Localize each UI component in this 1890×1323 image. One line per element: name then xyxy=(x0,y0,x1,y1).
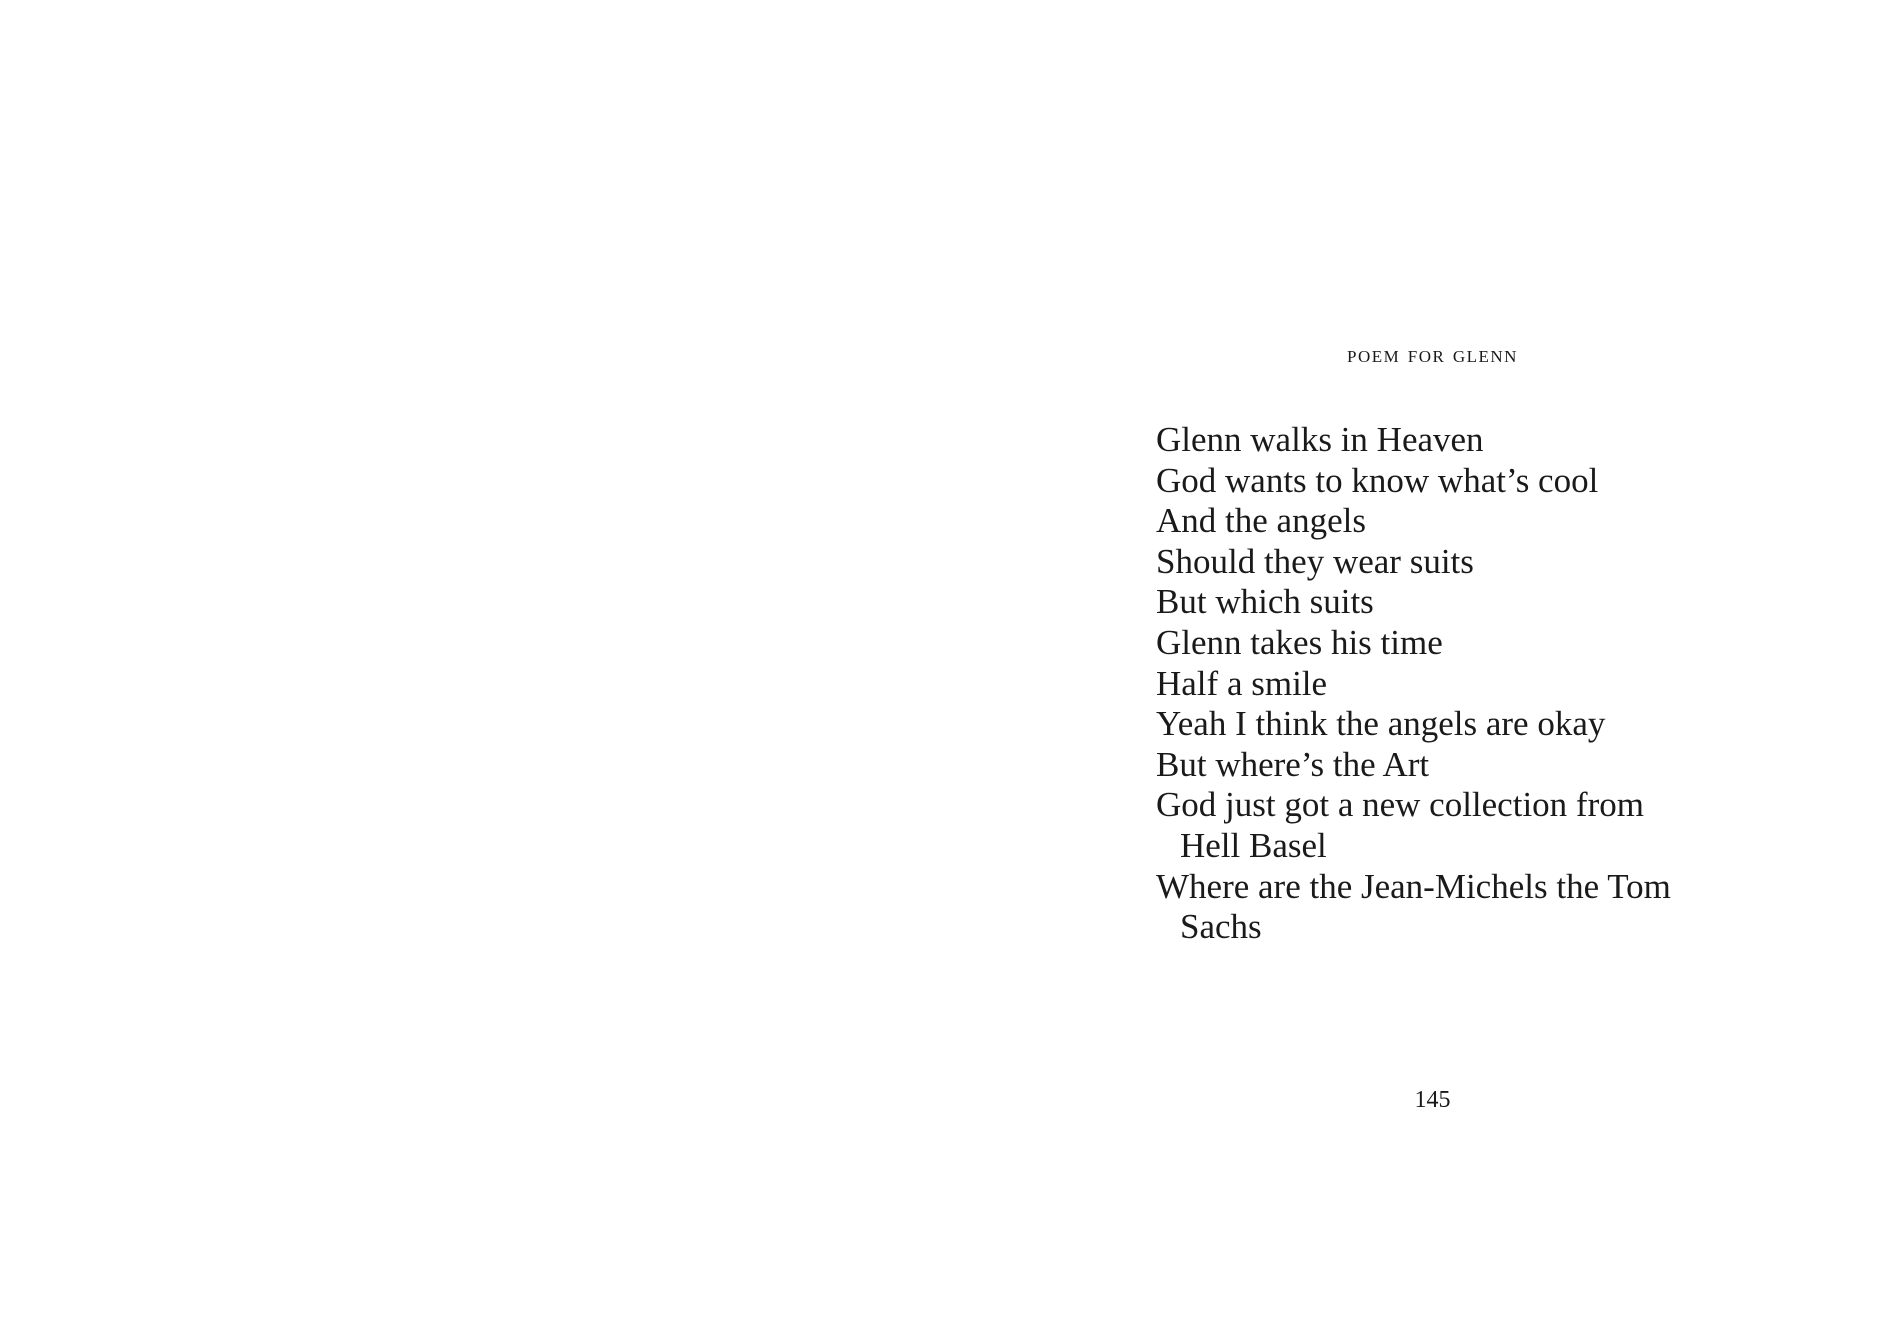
poem-line-text: God wants to know what’s cool xyxy=(1156,460,1599,500)
poem-line xyxy=(1156,542,1716,583)
poem-title: poem for glenn xyxy=(1347,342,1518,368)
poem-line-text: But where’s the Art xyxy=(1156,744,1430,784)
poem-line xyxy=(1156,785,1716,866)
poem-line-text: Half a smile xyxy=(1156,663,1328,703)
poem-line xyxy=(1156,664,1716,705)
poem-line-text: Glenn takes his time xyxy=(1156,622,1443,662)
poem-line xyxy=(1156,867,1716,948)
poem-line xyxy=(1156,501,1716,542)
poem-line xyxy=(1156,461,1716,502)
poem-line xyxy=(1156,745,1716,786)
poem-line-text: God just got a new collection from xyxy=(1156,785,1644,825)
poem-body xyxy=(1156,420,1716,948)
poem-line-continuation: Hell Basel xyxy=(1180,825,1327,865)
poem-line xyxy=(1156,582,1716,623)
page-number: 145 xyxy=(1414,1087,1451,1113)
poem-line-text: Where are the Jean-Michels the Tom xyxy=(1156,866,1671,906)
poem-line-text: Glenn walks in Heaven xyxy=(1156,420,1484,459)
poem-line xyxy=(1156,420,1716,461)
poem-line-text: Should they wear suits xyxy=(1156,541,1474,581)
poem-line-text: And the angels xyxy=(1156,501,1366,541)
poem-line-text: But which suits xyxy=(1156,582,1374,622)
poem-line xyxy=(1156,623,1716,664)
poem-line xyxy=(1156,704,1716,745)
poem-line-text: Yeah I think the angels are okay xyxy=(1156,704,1606,744)
poem-line-continuation: Sachs xyxy=(1180,907,1262,947)
